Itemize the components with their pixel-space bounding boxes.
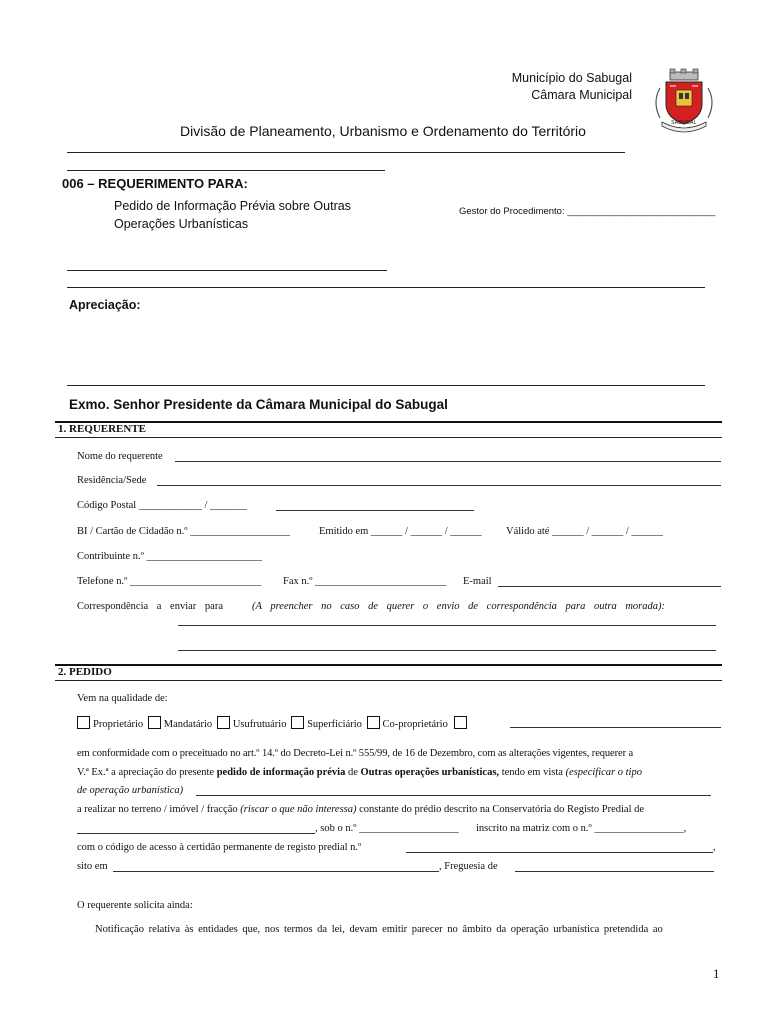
usufructuary-checkbox[interactable] (217, 719, 287, 730)
parish-field[interactable] (515, 871, 714, 872)
section1-title: 1. REQUERENTE (58, 423, 147, 435)
correspondence-label: Correspondência a enviar para (77, 601, 223, 612)
email-field[interactable] (498, 586, 721, 587)
section2-title-rule (55, 680, 722, 681)
postal-code-field[interactable]: Código Postal ____________ / _______ (77, 500, 247, 511)
taxpayer-field[interactable]: Contribuinte n.º ______________________ (77, 551, 262, 562)
text-span: tendo em vista (499, 767, 566, 778)
request-paragraph-line1: em conformidade com o preceituado no art.º 14.º do Decreto-Lei n.º 555/99, de 16 de Dezembro, com as alterações vigentes, requerer a (77, 748, 634, 759)
text-span: de (345, 767, 361, 778)
other-capacity-checkbox[interactable] (454, 719, 470, 730)
parish-label: , Freguesia de (439, 861, 498, 872)
location-field[interactable] (113, 871, 439, 872)
form-subtitle-line2: Operações Urbanísticas (114, 217, 249, 231)
correspondence-address-line1[interactable] (178, 625, 716, 626)
correspondence-address-line2[interactable] (178, 650, 716, 651)
checkbox-icon[interactable] (291, 716, 304, 729)
notification-paragraph: Notificação relativa às entidades que, nos termos da lei, devam emitir parecer no âmbito da operação urbanística pretendida ao (95, 924, 663, 935)
council-name: Câmara Municipal (531, 88, 632, 102)
owner-checkbox[interactable] (77, 719, 143, 730)
request-paragraph-line2 (77, 767, 642, 778)
checkbox-icon[interactable] (217, 716, 230, 729)
registry-office-field[interactable] (77, 833, 315, 834)
crest-ribbon-text: SABUGAL (671, 120, 697, 126)
section2-title: 2. PEDIDO (58, 666, 112, 678)
option-label: Superficiário (307, 719, 362, 730)
access-code-label: com o código de acesso à certidão permanente de registo predial n.º (77, 842, 362, 853)
checkbox-icon[interactable] (148, 716, 161, 729)
access-code-field[interactable] (406, 852, 713, 853)
postal-locality-field[interactable] (276, 510, 474, 511)
capacity-options (77, 716, 470, 730)
requester-name-field[interactable] (175, 461, 721, 462)
correspondence-note: (A preencher no caso de querer o envio de correspondência para outra morada): (252, 601, 665, 612)
option-label: Co-proprietário (382, 719, 448, 730)
capacity-label: Vem na qualidade de: (77, 693, 168, 704)
division-title: Divisão de Planeamento, Urbanismo e Ordenamento do Território (180, 123, 586, 139)
text-span: constante do prédio descrito na Conservatória do Registo Predial de (356, 804, 645, 815)
coat-of-arms-logo (648, 68, 720, 136)
co-owner-checkbox[interactable] (367, 719, 448, 730)
option-label: Proprietário (93, 719, 144, 730)
text-span: V.ª Ex.ª a apreciação do presente (77, 767, 217, 778)
text-span-bold: Outras operações urbanísticas, (360, 767, 500, 778)
email-label: E-mail (463, 576, 492, 587)
issued-date-field[interactable]: Emitido em ______ / ______ / ______ (319, 526, 482, 537)
representative-checkbox[interactable] (148, 719, 212, 730)
page-number: 1 (713, 966, 720, 981)
procedure-manager-label[interactable]: Gestor do Procedimento: ____________________________ (459, 206, 716, 217)
section1-top-rule (55, 421, 722, 423)
appreciation-bottom-rule (67, 385, 705, 386)
appreciation-label: Apreciação: (69, 298, 141, 312)
residence-field[interactable] (157, 485, 721, 486)
text-span-italic: (riscar o que não interessa) (240, 804, 357, 815)
checkbox-icon[interactable] (454, 716, 467, 729)
form-subtitle-line1: Pedido de Informação Prévia sobre Outras (114, 199, 351, 213)
operation-type-field[interactable] (196, 795, 711, 796)
comma: , (713, 842, 716, 853)
option-label: Usufrutuário (232, 719, 287, 730)
checkbox-icon[interactable] (77, 716, 90, 729)
id-card-field[interactable]: BI / Cartão de Cidadão n.º ___________________ (77, 526, 290, 537)
section2-top-rule (55, 664, 722, 666)
addressee: Exmo. Senhor Presidente da Câmara Municipal do Sabugal (69, 397, 448, 412)
option-label: Mandatário (163, 719, 213, 730)
municipality-name: Município do Sabugal (511, 71, 632, 85)
form-code-title: 006 – REQUERIMENTO PARA: (62, 176, 248, 191)
rule-2 (67, 287, 705, 288)
phone-field[interactable]: Telefone n.º _________________________ (77, 576, 262, 587)
header-rule (67, 152, 625, 153)
request-paragraph-line3: de operação urbanística) (77, 785, 184, 796)
requester-name-label: Nome do requerente (77, 451, 163, 462)
request-paragraph-line4 (77, 804, 644, 815)
rule-1 (67, 270, 387, 271)
text-span-bold: pedido de informação prévia (216, 767, 346, 778)
section1-title-rule (55, 437, 722, 438)
text-span-italic: (especificar o tipo (565, 767, 642, 778)
checkbox-icon[interactable] (367, 716, 380, 729)
tax-matrix-field[interactable]: inscrito na matriz com o n.º _________________, (476, 823, 687, 834)
also-requests-label: O requerente solicita ainda: (77, 900, 193, 911)
valid-until-field[interactable]: Válido até ______ / ______ / ______ (506, 526, 663, 537)
registry-number-field[interactable]: , sob o n.º ___________________ (315, 823, 459, 834)
header-rule-short (67, 170, 385, 171)
fax-field[interactable]: Fax n.º _________________________ (283, 576, 447, 587)
surface-right-holder-checkbox[interactable] (291, 719, 362, 730)
other-capacity-field[interactable] (510, 727, 721, 728)
residence-label: Residência/Sede (77, 475, 147, 486)
location-label: sito em (77, 861, 108, 872)
text-span: a realizar no terreno / imóvel / fracção (77, 804, 241, 815)
